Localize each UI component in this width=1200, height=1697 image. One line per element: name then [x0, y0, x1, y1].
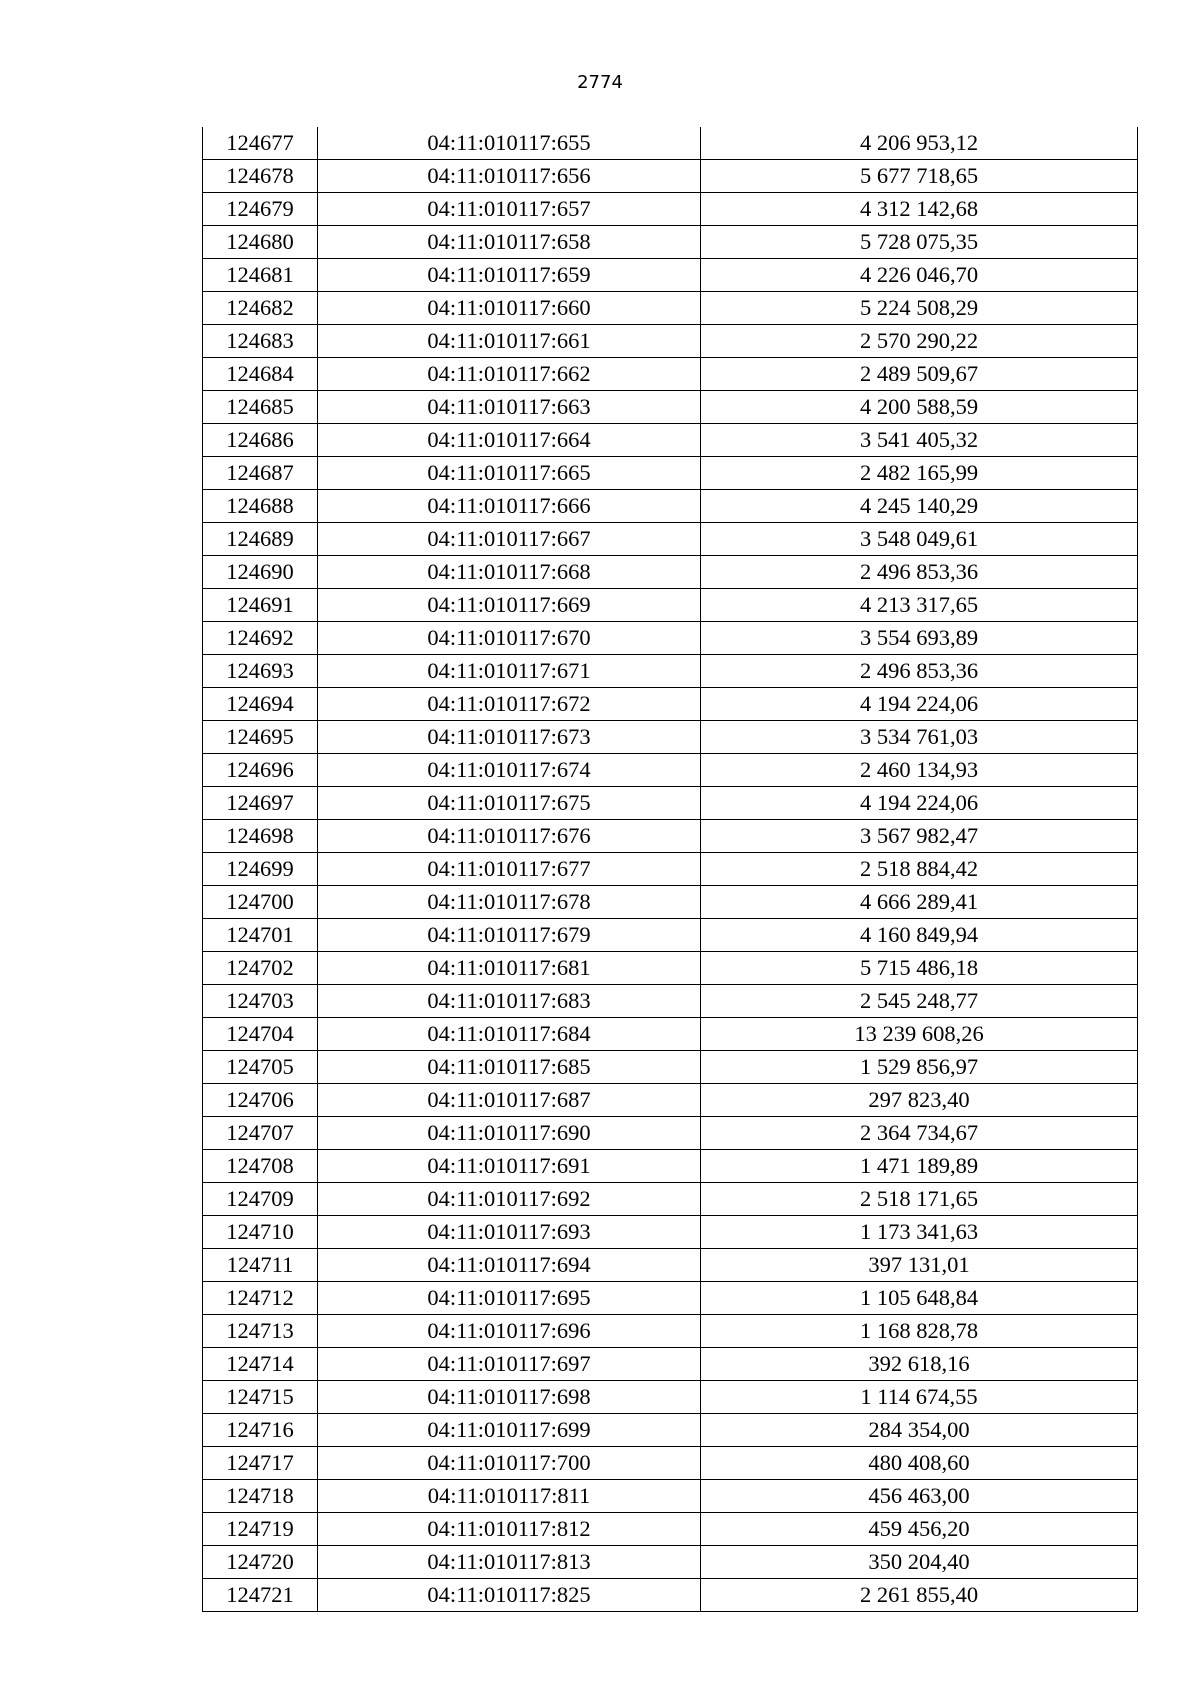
cadastral-value-cell: 2 496 853,36	[701, 655, 1138, 688]
row-number-cell: 124700	[203, 886, 318, 919]
registry-table	[202, 127, 1138, 1612]
cadastral-value-cell: 1 105 648,84	[701, 1282, 1138, 1315]
table-row	[203, 1447, 1138, 1480]
cadastral-value-cell: 3 548 049,61	[701, 523, 1138, 556]
cadastral-value-cell: 392 618,16	[701, 1348, 1138, 1381]
cadastral-number-cell: 04:11:010117:669	[318, 589, 701, 622]
cadastral-value-cell: 4 194 224,06	[701, 787, 1138, 820]
table-row	[203, 1480, 1138, 1513]
row-number-cell: 124708	[203, 1150, 318, 1183]
cadastral-number-cell: 04:11:010117:695	[318, 1282, 701, 1315]
table-row	[203, 1183, 1138, 1216]
cadastral-number-cell: 04:11:010117:681	[318, 952, 701, 985]
row-number-cell: 124692	[203, 622, 318, 655]
cadastral-number-cell: 04:11:010117:656	[318, 160, 701, 193]
row-number-cell: 124712	[203, 1282, 318, 1315]
row-number-cell: 124699	[203, 853, 318, 886]
row-number-cell: 124717	[203, 1447, 318, 1480]
cadastral-value-cell: 459 456,20	[701, 1513, 1138, 1546]
row-number-cell: 124718	[203, 1480, 318, 1513]
table-row	[203, 952, 1138, 985]
table-row	[203, 424, 1138, 457]
cadastral-value-cell: 4 200 588,59	[701, 391, 1138, 424]
cadastral-value-cell: 4 226 046,70	[701, 259, 1138, 292]
cadastral-number-cell: 04:11:010117:663	[318, 391, 701, 424]
table-row	[203, 1414, 1138, 1447]
row-number-cell: 124677	[203, 127, 318, 160]
cadastral-number-cell: 04:11:010117:675	[318, 787, 701, 820]
cadastral-number-cell: 04:11:010117:825	[318, 1579, 701, 1612]
cadastral-number-cell: 04:11:010117:673	[318, 721, 701, 754]
table-row	[203, 1117, 1138, 1150]
row-number-cell: 124687	[203, 457, 318, 490]
cadastral-value-cell: 1 168 828,78	[701, 1315, 1138, 1348]
cadastral-number-cell: 04:11:010117:699	[318, 1414, 701, 1447]
cadastral-number-cell: 04:11:010117:679	[318, 919, 701, 952]
row-number-cell: 124702	[203, 952, 318, 985]
cadastral-value-cell: 2 482 165,99	[701, 457, 1138, 490]
row-number-cell: 124698	[203, 820, 318, 853]
page-number: 2774	[577, 72, 623, 93]
cadastral-number-cell: 04:11:010117:668	[318, 556, 701, 589]
cadastral-value-cell: 297 823,40	[701, 1084, 1138, 1117]
cadastral-value-cell: 2 261 855,40	[701, 1579, 1138, 1612]
cadastral-number-cell: 04:11:010117:657	[318, 193, 701, 226]
row-number-cell: 124689	[203, 523, 318, 556]
table-row	[203, 787, 1138, 820]
cadastral-number-cell: 04:11:010117:684	[318, 1018, 701, 1051]
table-row	[203, 523, 1138, 556]
table-row	[203, 985, 1138, 1018]
cadastral-number-cell: 04:11:010117:690	[318, 1117, 701, 1150]
table-row	[203, 754, 1138, 787]
row-number-cell: 124705	[203, 1051, 318, 1084]
cadastral-value-cell: 5 728 075,35	[701, 226, 1138, 259]
cadastral-number-cell: 04:11:010117:666	[318, 490, 701, 523]
table-row	[203, 259, 1138, 292]
cadastral-value-cell: 3 554 693,89	[701, 622, 1138, 655]
row-number-cell: 124707	[203, 1117, 318, 1150]
cadastral-number-cell: 04:11:010117:812	[318, 1513, 701, 1546]
table-row	[203, 655, 1138, 688]
cadastral-number-cell: 04:11:010117:665	[318, 457, 701, 490]
cadastral-value-cell: 1 173 341,63	[701, 1216, 1138, 1249]
table-row	[203, 853, 1138, 886]
table-row	[203, 721, 1138, 754]
cadastral-number-cell: 04:11:010117:659	[318, 259, 701, 292]
cadastral-value-cell: 4 194 224,06	[701, 688, 1138, 721]
cadastral-value-cell: 13 239 608,26	[701, 1018, 1138, 1051]
cadastral-value-cell: 456 463,00	[701, 1480, 1138, 1513]
table-row	[203, 688, 1138, 721]
row-number-cell: 124683	[203, 325, 318, 358]
table-row	[203, 1150, 1138, 1183]
table-row	[203, 1282, 1138, 1315]
cadastral-number-cell: 04:11:010117:661	[318, 325, 701, 358]
row-number-cell: 124716	[203, 1414, 318, 1447]
table-row	[203, 1051, 1138, 1084]
cadastral-value-cell: 3 567 982,47	[701, 820, 1138, 853]
table-row	[203, 622, 1138, 655]
cadastral-number-cell: 04:11:010117:667	[318, 523, 701, 556]
table-row	[203, 292, 1138, 325]
registry-table-body	[203, 127, 1138, 1612]
cadastral-number-cell: 04:11:010117:696	[318, 1315, 701, 1348]
row-number-cell: 124682	[203, 292, 318, 325]
table-row	[203, 226, 1138, 259]
table-row	[203, 1348, 1138, 1381]
table-row	[203, 556, 1138, 589]
table-row	[203, 358, 1138, 391]
cadastral-number-cell: 04:11:010117:687	[318, 1084, 701, 1117]
row-number-cell: 124695	[203, 721, 318, 754]
row-number-cell: 124715	[203, 1381, 318, 1414]
cadastral-value-cell: 2 496 853,36	[701, 556, 1138, 589]
row-number-cell: 124710	[203, 1216, 318, 1249]
cadastral-number-cell: 04:11:010117:677	[318, 853, 701, 886]
row-number-cell: 124680	[203, 226, 318, 259]
row-number-cell: 124686	[203, 424, 318, 457]
table-row	[203, 1381, 1138, 1414]
row-number-cell: 124711	[203, 1249, 318, 1282]
cadastral-value-cell: 1 529 856,97	[701, 1051, 1138, 1084]
cadastral-number-cell: 04:11:010117:670	[318, 622, 701, 655]
row-number-cell: 124685	[203, 391, 318, 424]
row-number-cell: 124701	[203, 919, 318, 952]
row-number-cell: 124690	[203, 556, 318, 589]
table-row	[203, 127, 1138, 160]
row-number-cell: 124720	[203, 1546, 318, 1579]
row-number-cell: 124713	[203, 1315, 318, 1348]
cadastral-number-cell: 04:11:010117:692	[318, 1183, 701, 1216]
cadastral-value-cell: 2 545 248,77	[701, 985, 1138, 1018]
table-row	[203, 820, 1138, 853]
row-number-cell: 124704	[203, 1018, 318, 1051]
cadastral-number-cell: 04:11:010117:694	[318, 1249, 701, 1282]
table-row	[203, 160, 1138, 193]
table-row	[203, 391, 1138, 424]
cadastral-number-cell: 04:11:010117:697	[318, 1348, 701, 1381]
table-row	[203, 1216, 1138, 1249]
cadastral-value-cell: 2 518 884,42	[701, 853, 1138, 886]
table-row	[203, 886, 1138, 919]
row-number-cell: 124703	[203, 985, 318, 1018]
row-number-cell: 124688	[203, 490, 318, 523]
cadastral-value-cell: 2 489 509,67	[701, 358, 1138, 391]
cadastral-value-cell: 4 245 140,29	[701, 490, 1138, 523]
cadastral-value-cell: 2 518 171,65	[701, 1183, 1138, 1216]
cadastral-number-cell: 04:11:010117:660	[318, 292, 701, 325]
table-row	[203, 1084, 1138, 1117]
cadastral-value-cell: 1 471 189,89	[701, 1150, 1138, 1183]
row-number-cell: 124709	[203, 1183, 318, 1216]
row-number-cell: 124697	[203, 787, 318, 820]
cadastral-number-cell: 04:11:010117:691	[318, 1150, 701, 1183]
table-row	[203, 1249, 1138, 1282]
row-number-cell: 124684	[203, 358, 318, 391]
table-row	[203, 1018, 1138, 1051]
cadastral-number-cell: 04:11:010117:700	[318, 1447, 701, 1480]
cadastral-number-cell: 04:11:010117:813	[318, 1546, 701, 1579]
table-row	[203, 1315, 1138, 1348]
cadastral-value-cell: 4 206 953,12	[701, 127, 1138, 160]
cadastral-number-cell: 04:11:010117:693	[318, 1216, 701, 1249]
cadastral-number-cell: 04:11:010117:658	[318, 226, 701, 259]
cadastral-value-cell: 350 204,40	[701, 1546, 1138, 1579]
row-number-cell: 124694	[203, 688, 318, 721]
cadastral-number-cell: 04:11:010117:698	[318, 1381, 701, 1414]
cadastral-value-cell: 5 715 486,18	[701, 952, 1138, 985]
row-number-cell: 124706	[203, 1084, 318, 1117]
row-number-cell: 124721	[203, 1579, 318, 1612]
row-number-cell: 124693	[203, 655, 318, 688]
row-number-cell: 124681	[203, 259, 318, 292]
cadastral-number-cell: 04:11:010117:678	[318, 886, 701, 919]
cadastral-value-cell: 397 131,01	[701, 1249, 1138, 1282]
cadastral-value-cell: 4 160 849,94	[701, 919, 1138, 952]
row-number-cell: 124719	[203, 1513, 318, 1546]
cadastral-number-cell: 04:11:010117:662	[318, 358, 701, 391]
row-number-cell: 124714	[203, 1348, 318, 1381]
row-number-cell: 124678	[203, 160, 318, 193]
table-row	[203, 1546, 1138, 1579]
cadastral-value-cell: 284 354,00	[701, 1414, 1138, 1447]
cadastral-value-cell: 2 460 134,93	[701, 754, 1138, 787]
cadastral-number-cell: 04:11:010117:676	[318, 820, 701, 853]
cadastral-value-cell: 4 213 317,65	[701, 589, 1138, 622]
cadastral-number-cell: 04:11:010117:671	[318, 655, 701, 688]
table-row	[203, 1579, 1138, 1612]
cadastral-value-cell: 4 666 289,41	[701, 886, 1138, 919]
cadastral-number-cell: 04:11:010117:685	[318, 1051, 701, 1084]
table-row	[203, 325, 1138, 358]
row-number-cell: 124679	[203, 193, 318, 226]
cadastral-value-cell: 3 541 405,32	[701, 424, 1138, 457]
cadastral-number-cell: 04:11:010117:683	[318, 985, 701, 1018]
table-row	[203, 589, 1138, 622]
table-row	[203, 193, 1138, 226]
table-row	[203, 490, 1138, 523]
cadastral-number-cell: 04:11:010117:672	[318, 688, 701, 721]
table-row	[203, 919, 1138, 952]
cadastral-value-cell: 1 114 674,55	[701, 1381, 1138, 1414]
row-number-cell: 124696	[203, 754, 318, 787]
cadastral-value-cell: 2 570 290,22	[701, 325, 1138, 358]
cadastral-value-cell: 5 677 718,65	[701, 160, 1138, 193]
cadastral-value-cell: 4 312 142,68	[701, 193, 1138, 226]
cadastral-value-cell: 3 534 761,03	[701, 721, 1138, 754]
cadastral-number-cell: 04:11:010117:664	[318, 424, 701, 457]
row-number-cell: 124691	[203, 589, 318, 622]
cadastral-value-cell: 2 364 734,67	[701, 1117, 1138, 1150]
cadastral-number-cell: 04:11:010117:811	[318, 1480, 701, 1513]
cadastral-number-cell: 04:11:010117:674	[318, 754, 701, 787]
cadastral-value-cell: 480 408,60	[701, 1447, 1138, 1480]
table-row	[203, 1513, 1138, 1546]
table-row	[203, 457, 1138, 490]
cadastral-value-cell: 5 224 508,29	[701, 292, 1138, 325]
cadastral-number-cell: 04:11:010117:655	[318, 127, 701, 160]
